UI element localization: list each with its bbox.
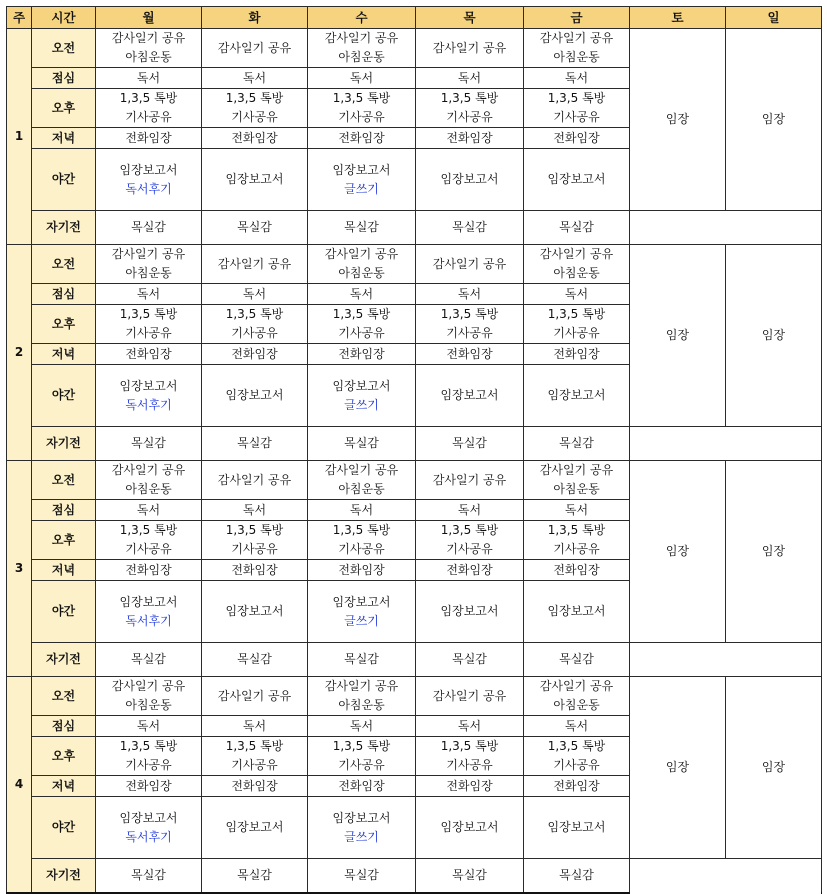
cell-morning (308, 461, 416, 500)
night-report: 임장보고서 (332, 162, 391, 177)
morning-activity: 감사일기 공유 (539, 31, 614, 45)
afternoon-article: 기사공유 (125, 326, 172, 340)
cell-lunch: 독서 (96, 68, 202, 89)
cell-bedtime: 목실감 (524, 427, 630, 461)
morning-activity: 감사일기 공유 (432, 40, 507, 55)
afternoon-article: 기사공유 (125, 542, 172, 556)
cell-afternoon (202, 305, 308, 344)
morning-exercise: 아침운동 (338, 698, 385, 712)
cell-night (202, 581, 308, 643)
cell-morning (96, 677, 202, 716)
cell-lunch: 독서 (416, 284, 524, 305)
cell-lunch: 독서 (308, 284, 416, 305)
cell-evening: 전화임장 (308, 128, 416, 149)
cell-morning (308, 677, 416, 716)
week-number: 4 (7, 677, 32, 894)
cell-bedtime: 목실감 (416, 859, 524, 893)
afternoon-article: 기사공유 (446, 758, 493, 772)
afternoon-article: 기사공유 (553, 758, 600, 772)
cell-lunch: 독서 (96, 500, 202, 521)
cell-evening: 전화임장 (308, 560, 416, 581)
cell-lunch: 독서 (524, 68, 630, 89)
cell-lunch: 독서 (308, 68, 416, 89)
cell-evening: 전화임장 (202, 128, 308, 149)
cell-night (416, 797, 524, 859)
cell-bedtime: 목실감 (96, 211, 202, 245)
afternoon-chat: 1,3,5 톡방 (119, 739, 178, 753)
weekly-schedule-table (6, 6, 822, 894)
schedule-table-wrapper (6, 6, 822, 894)
afternoon-chat: 1,3,5 톡방 (440, 739, 499, 753)
cell-morning (524, 461, 630, 500)
cell-morning (308, 245, 416, 284)
cell-bedtime: 목실감 (96, 643, 202, 677)
slot-label-evening: 저녁 (32, 128, 96, 149)
header-time: 시간 (32, 7, 96, 29)
morning-activity: 감사일기 공유 (217, 472, 292, 487)
cell-afternoon (416, 89, 524, 128)
cell-bedtime: 목실감 (416, 211, 524, 245)
cell-night (96, 581, 202, 643)
cell-bedtime: 목실감 (416, 427, 524, 461)
cell-afternoon (202, 89, 308, 128)
cell-afternoon (524, 305, 630, 344)
night-report: 임장보고서 (225, 388, 284, 403)
row-bedtime (7, 643, 822, 677)
afternoon-chat: 1,3,5 톡방 (225, 91, 284, 105)
row-bedtime (7, 211, 822, 245)
week-number: 3 (7, 461, 32, 677)
cell-night (416, 581, 524, 643)
row-morning (7, 29, 822, 68)
cell-lunch: 독서 (96, 716, 202, 737)
morning-activity: 감사일기 공유 (217, 256, 292, 271)
cell-afternoon (202, 737, 308, 776)
cell-weekend-day: 임장 (630, 677, 726, 859)
cell-night (308, 581, 416, 643)
night-book-review: 독서후기 (125, 397, 172, 412)
afternoon-chat: 1,3,5 톡방 (332, 307, 391, 321)
cell-night (308, 149, 416, 211)
schedule-body (7, 29, 822, 894)
afternoon-article: 기사공유 (338, 110, 385, 124)
cell-morning (524, 245, 630, 284)
row-morning (7, 461, 822, 500)
afternoon-chat: 1,3,5 톡방 (440, 523, 499, 537)
afternoon-article: 기사공유 (446, 326, 493, 340)
slot-label-night: 야간 (32, 365, 96, 427)
afternoon-chat: 1,3,5 톡방 (332, 523, 391, 537)
cell-bedtime: 목실감 (308, 427, 416, 461)
slot-label-bedtime: 자기전 (32, 859, 96, 893)
morning-activity: 감사일기 공유 (324, 31, 399, 45)
afternoon-chat: 1,3,5 톡방 (119, 91, 178, 105)
cell-evening: 전화임장 (524, 560, 630, 581)
morning-exercise: 아침운동 (125, 266, 172, 280)
cell-night (416, 149, 524, 211)
night-book-review: 독서후기 (125, 613, 172, 628)
morning-exercise: 아침운동 (125, 698, 172, 712)
morning-activity: 감사일기 공유 (111, 679, 186, 693)
morning-activity: 감사일기 공유 (432, 472, 507, 487)
cell-bedtime: 목실감 (96, 427, 202, 461)
cell-afternoon (96, 305, 202, 344)
night-report: 임장보고서 (332, 378, 391, 393)
cell-bedtime: 목실감 (202, 859, 308, 893)
cell-weekend-day: 임장 (726, 677, 822, 859)
morning-exercise: 아침운동 (553, 482, 600, 496)
morning-activity: 감사일기 공유 (324, 463, 399, 477)
afternoon-article: 기사공유 (446, 110, 493, 124)
cell-night (524, 149, 630, 211)
slot-label-lunch: 점심 (32, 716, 96, 737)
cell-afternoon (416, 737, 524, 776)
cell-lunch: 독서 (202, 284, 308, 305)
night-report: 임장보고서 (119, 810, 178, 825)
morning-activity: 감사일기 공유 (217, 40, 292, 55)
night-report: 임장보고서 (225, 172, 284, 187)
slot-label-evening: 저녁 (32, 776, 96, 797)
morning-exercise: 아침운동 (338, 482, 385, 496)
afternoon-chat: 1,3,5 톡방 (547, 739, 606, 753)
cell-bedtime: 목실감 (524, 211, 630, 245)
night-writing: 글쓰기 (344, 829, 379, 844)
cell-bedtime: 목실감 (202, 643, 308, 677)
cell-afternoon (524, 737, 630, 776)
morning-exercise: 아침운동 (338, 50, 385, 64)
cell-evening: 전화임장 (416, 128, 524, 149)
cell-evening: 전화임장 (308, 776, 416, 797)
week-number: 2 (7, 245, 32, 461)
slot-label-bedtime: 자기전 (32, 427, 96, 461)
cell-morning (416, 245, 524, 284)
cell-morning (96, 29, 202, 68)
cell-night (202, 365, 308, 427)
morning-activity: 감사일기 공유 (539, 247, 614, 261)
afternoon-article: 기사공유 (553, 326, 600, 340)
cell-afternoon (308, 737, 416, 776)
cell-lunch: 독서 (202, 68, 308, 89)
header-day-wed: 수 (308, 7, 416, 29)
cell-morning (96, 245, 202, 284)
cell-evening: 전화임장 (416, 560, 524, 581)
cell-afternoon (308, 305, 416, 344)
afternoon-article: 기사공유 (231, 110, 278, 124)
afternoon-article: 기사공유 (231, 326, 278, 340)
cell-lunch: 독서 (524, 284, 630, 305)
cell-lunch: 독서 (416, 500, 524, 521)
afternoon-chat: 1,3,5 톡방 (225, 523, 284, 537)
morning-exercise: 아침운동 (125, 50, 172, 64)
cell-night (524, 581, 630, 643)
header-day-mon: 월 (96, 7, 202, 29)
cell-night (308, 797, 416, 859)
afternoon-article: 기사공유 (125, 110, 172, 124)
morning-activity: 감사일기 공유 (324, 679, 399, 693)
cell-weekend-day: 임장 (726, 29, 822, 211)
night-report: 임장보고서 (440, 604, 499, 619)
night-report: 임장보고서 (440, 820, 499, 835)
slot-label-bedtime: 자기전 (32, 643, 96, 677)
night-report: 임장보고서 (547, 388, 606, 403)
cell-bedtime: 목실감 (308, 211, 416, 245)
night-report: 임장보고서 (225, 820, 284, 835)
night-report: 임장보고서 (119, 378, 178, 393)
header-day-sun: 일 (726, 7, 822, 29)
row-morning (7, 677, 822, 716)
cell-night (96, 365, 202, 427)
morning-activity: 감사일기 공유 (111, 247, 186, 261)
night-report: 임장보고서 (440, 172, 499, 187)
cell-afternoon (202, 521, 308, 560)
slot-label-bedtime: 자기전 (32, 211, 96, 245)
cell-afternoon (524, 521, 630, 560)
cell-morning (524, 29, 630, 68)
slot-label-night: 야간 (32, 581, 96, 643)
header-day-fri: 금 (524, 7, 630, 29)
row-morning (7, 245, 822, 284)
night-book-review: 독서후기 (125, 181, 172, 196)
night-book-review: 독서후기 (125, 829, 172, 844)
header-row (7, 7, 822, 29)
night-report: 임장보고서 (119, 162, 178, 177)
cell-weekend-day: 임장 (726, 461, 822, 643)
afternoon-article: 기사공유 (231, 542, 278, 556)
cell-morning (524, 677, 630, 716)
slot-label-night: 야간 (32, 797, 96, 859)
cell-evening: 전화임장 (308, 344, 416, 365)
afternoon-article: 기사공유 (553, 542, 600, 556)
cell-morning (308, 29, 416, 68)
cell-evening: 전화임장 (202, 560, 308, 581)
cell-afternoon (308, 89, 416, 128)
cell-night (416, 365, 524, 427)
cell-lunch: 독서 (308, 500, 416, 521)
slot-label-evening: 저녁 (32, 344, 96, 365)
cell-lunch: 독서 (416, 68, 524, 89)
cell-lunch: 독서 (202, 500, 308, 521)
row-bedtime (7, 427, 822, 461)
night-writing: 글쓰기 (344, 397, 379, 412)
slot-label-evening: 저녁 (32, 560, 96, 581)
cell-afternoon (96, 89, 202, 128)
slot-label-morning: 오전 (32, 245, 96, 284)
cell-lunch: 독서 (416, 716, 524, 737)
cell-morning (202, 29, 308, 68)
night-report: 임장보고서 (119, 594, 178, 609)
cell-weekend-day: 임장 (726, 245, 822, 427)
morning-activity: 감사일기 공유 (432, 688, 507, 703)
cell-weekend-day: 임장 (630, 461, 726, 643)
morning-activity: 감사일기 공유 (539, 679, 614, 693)
cell-evening: 전화임장 (524, 344, 630, 365)
week-number: 1 (7, 29, 32, 245)
cell-morning (416, 461, 524, 500)
cell-evening: 전화임장 (202, 776, 308, 797)
cell-bedtime: 목실감 (416, 643, 524, 677)
cell-afternoon (308, 521, 416, 560)
morning-exercise: 아침운동 (553, 266, 600, 280)
cell-evening: 전화임장 (524, 128, 630, 149)
afternoon-article: 기사공유 (446, 542, 493, 556)
morning-activity: 감사일기 공유 (217, 688, 292, 703)
header-week: 주 (7, 7, 32, 29)
cell-night (524, 365, 630, 427)
slot-label-lunch: 점심 (32, 500, 96, 521)
afternoon-chat: 1,3,5 톡방 (332, 91, 391, 105)
afternoon-chat: 1,3,5 톡방 (547, 307, 606, 321)
cell-morning (202, 677, 308, 716)
cell-afternoon (524, 89, 630, 128)
cell-night (202, 797, 308, 859)
afternoon-chat: 1,3,5 톡방 (225, 307, 284, 321)
morning-activity: 감사일기 공유 (111, 31, 186, 45)
slot-label-afternoon: 오후 (32, 521, 96, 560)
night-report: 임장보고서 (547, 820, 606, 835)
cell-night (308, 365, 416, 427)
header-day-thu: 목 (416, 7, 524, 29)
morning-activity: 감사일기 공유 (324, 247, 399, 261)
slot-label-morning: 오전 (32, 677, 96, 716)
cell-afternoon (96, 737, 202, 776)
cell-weekend-day: 임장 (630, 29, 726, 211)
cell-morning (96, 461, 202, 500)
morning-activity: 감사일기 공유 (539, 463, 614, 477)
night-report: 임장보고서 (332, 810, 391, 825)
afternoon-chat: 1,3,5 톡방 (119, 523, 178, 537)
afternoon-chat: 1,3,5 톡방 (440, 307, 499, 321)
cell-evening: 전화임장 (96, 344, 202, 365)
afternoon-chat: 1,3,5 톡방 (119, 307, 178, 321)
cell-evening: 전화임장 (524, 776, 630, 797)
cell-evening: 전화임장 (416, 344, 524, 365)
afternoon-chat: 1,3,5 톡방 (440, 91, 499, 105)
slot-label-lunch: 점심 (32, 284, 96, 305)
morning-activity: 감사일기 공유 (111, 463, 186, 477)
cell-evening: 전화임장 (96, 128, 202, 149)
morning-activity: 감사일기 공유 (432, 256, 507, 271)
cell-bedtime: 목실감 (308, 643, 416, 677)
morning-exercise: 아침운동 (338, 266, 385, 280)
slot-label-morning: 오전 (32, 461, 96, 500)
night-report: 임장보고서 (547, 604, 606, 619)
night-report: 임장보고서 (225, 604, 284, 619)
cell-evening: 전화임장 (416, 776, 524, 797)
cell-lunch: 독서 (524, 500, 630, 521)
cell-bedtime: 목실감 (308, 859, 416, 893)
cell-bedtime: 목실감 (524, 643, 630, 677)
slot-label-morning: 오전 (32, 29, 96, 68)
cell-bedtime: 목실감 (96, 859, 202, 893)
cell-lunch: 독서 (308, 716, 416, 737)
cell-evening: 전화임장 (96, 560, 202, 581)
cell-bedtime: 목실감 (524, 859, 630, 893)
afternoon-chat: 1,3,5 톡방 (547, 91, 606, 105)
afternoon-chat: 1,3,5 톡방 (547, 523, 606, 537)
header-day-tue: 화 (202, 7, 308, 29)
night-report: 임장보고서 (547, 172, 606, 187)
cell-lunch: 독서 (202, 716, 308, 737)
cell-afternoon (416, 305, 524, 344)
afternoon-article: 기사공유 (125, 758, 172, 772)
cell-morning (202, 245, 308, 284)
slot-label-lunch: 점심 (32, 68, 96, 89)
night-report: 임장보고서 (332, 594, 391, 609)
cell-morning (416, 677, 524, 716)
afternoon-chat: 1,3,5 톡방 (332, 739, 391, 753)
cell-morning (416, 29, 524, 68)
afternoon-article: 기사공유 (338, 326, 385, 340)
cell-afternoon (416, 521, 524, 560)
morning-exercise: 아침운동 (553, 50, 600, 64)
morning-exercise: 아침운동 (125, 482, 172, 496)
cell-evening: 전화임장 (202, 344, 308, 365)
afternoon-article: 기사공유 (338, 758, 385, 772)
cell-lunch: 독서 (524, 716, 630, 737)
slot-label-afternoon: 오후 (32, 305, 96, 344)
cell-weekend-day: 임장 (630, 245, 726, 427)
afternoon-article: 기사공유 (338, 542, 385, 556)
night-report: 임장보고서 (440, 388, 499, 403)
afternoon-article: 기사공유 (553, 110, 600, 124)
slot-label-afternoon: 오후 (32, 89, 96, 128)
slot-label-night: 야간 (32, 149, 96, 211)
cell-lunch: 독서 (96, 284, 202, 305)
cell-night (202, 149, 308, 211)
cell-night (524, 797, 630, 859)
cell-morning (202, 461, 308, 500)
header-day-sat: 토 (630, 7, 726, 29)
afternoon-article: 기사공유 (231, 758, 278, 772)
night-writing: 글쓰기 (344, 613, 379, 628)
slot-label-afternoon: 오후 (32, 737, 96, 776)
row-bedtime (7, 859, 822, 893)
night-writing: 글쓰기 (344, 181, 379, 196)
cell-bedtime: 목실감 (202, 427, 308, 461)
cell-afternoon (96, 521, 202, 560)
cell-evening: 전화임장 (96, 776, 202, 797)
cell-night (96, 797, 202, 859)
cell-bedtime: 목실감 (202, 211, 308, 245)
afternoon-chat: 1,3,5 톡방 (225, 739, 284, 753)
morning-exercise: 아침운동 (553, 698, 600, 712)
cell-night (96, 149, 202, 211)
